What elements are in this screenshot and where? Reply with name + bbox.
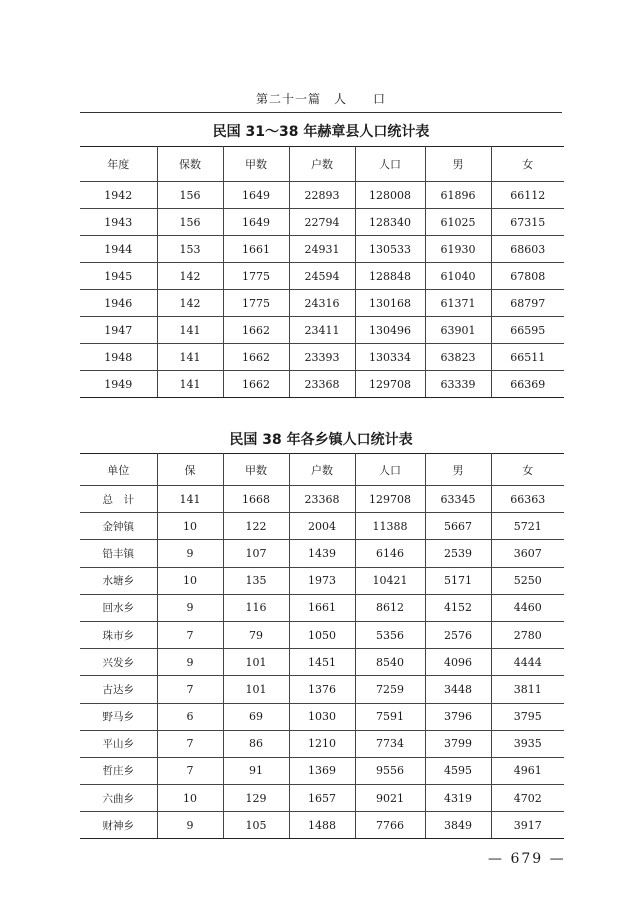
table-cell: 1946 (80, 290, 157, 317)
table-cell: 4595 (425, 757, 491, 784)
table-cell: 10421 (355, 567, 425, 594)
table-cell: 141 (157, 371, 223, 398)
table-cell: 9 (157, 649, 223, 676)
table-cell: 66112 (491, 182, 564, 209)
table-cell: 4702 (491, 785, 564, 812)
table-cell: 9556 (355, 757, 425, 784)
table-cell: 9021 (355, 785, 425, 812)
table-cell: 5356 (355, 621, 425, 648)
table-cell: 1662 (223, 317, 289, 344)
table2-title: 民国 38 年各乡镇人口统计表 (229, 432, 413, 448)
table-cell: 142 (157, 263, 223, 290)
table-cell: 4961 (491, 757, 564, 784)
table-cell: 7 (157, 621, 223, 648)
table-cell: 1210 (289, 730, 355, 757)
table-cell: 24931 (289, 236, 355, 263)
table-cell: 金钟镇 (80, 513, 157, 540)
table-cell: 平山乡 (80, 730, 157, 757)
table-cell: 156 (157, 182, 223, 209)
table-cell: 66363 (491, 486, 564, 513)
table-cell: 61371 (425, 290, 491, 317)
table-cell: 67315 (491, 209, 564, 236)
table-cell: 7 (157, 676, 223, 703)
table-cell: 86 (223, 730, 289, 757)
table-cell: 66511 (491, 344, 564, 371)
table-row (80, 757, 564, 784)
table-cell: 1657 (289, 785, 355, 812)
table-cell: 3849 (425, 812, 491, 839)
population-table-1931-1938 (80, 146, 564, 398)
table-cell: 141 (157, 486, 223, 513)
page-number: — 679 — (488, 851, 566, 867)
table-cell: 2539 (425, 540, 491, 567)
table-cell: 130533 (355, 236, 425, 263)
column-header: 年度 (80, 147, 157, 182)
table-cell: 68797 (491, 290, 564, 317)
table-cell: 铅丰镇 (80, 540, 157, 567)
table-cell: 142 (157, 290, 223, 317)
table-row (80, 513, 564, 540)
column-header: 甲数 (223, 454, 289, 486)
table-cell: 5667 (425, 513, 491, 540)
table-cell: 23368 (289, 371, 355, 398)
table-cell: 23411 (289, 317, 355, 344)
table-cell: 22794 (289, 209, 355, 236)
table-cell: 68603 (491, 236, 564, 263)
table-cell: 1050 (289, 621, 355, 648)
table-cell: 8540 (355, 649, 425, 676)
table-cell: 7259 (355, 676, 425, 703)
table-cell: 63339 (425, 371, 491, 398)
table-cell: 24316 (289, 290, 355, 317)
table-cell: 兴发乡 (80, 649, 157, 676)
table1-title: 民国 31～38 年赫章县人口统计表 (212, 124, 430, 140)
table-cell: 4096 (425, 649, 491, 676)
table-cell: 1661 (223, 236, 289, 263)
table-row (80, 344, 564, 371)
table-cell: 7734 (355, 730, 425, 757)
column-header: 户数 (289, 454, 355, 486)
table-cell: 63901 (425, 317, 491, 344)
table-cell: 128848 (355, 263, 425, 290)
table-cell: 1775 (223, 263, 289, 290)
table-cell: 66595 (491, 317, 564, 344)
table-cell: 野马乡 (80, 703, 157, 730)
table-cell: 3607 (491, 540, 564, 567)
table-cell: 2576 (425, 621, 491, 648)
table-cell: 1668 (223, 486, 289, 513)
table-row (80, 621, 564, 648)
table-cell: 130334 (355, 344, 425, 371)
table-row (80, 594, 564, 621)
page-header: 第二十一篇 人 口 (255, 92, 386, 106)
column-header: 保数 (157, 147, 223, 182)
table-cell: 哲庄乡 (80, 757, 157, 784)
table-cell: 128008 (355, 182, 425, 209)
table-row (80, 540, 564, 567)
table-cell: 128340 (355, 209, 425, 236)
table-cell: 财神乡 (80, 812, 157, 839)
table-cell: 10 (157, 513, 223, 540)
table-cell: 3795 (491, 703, 564, 730)
table-row (80, 209, 564, 236)
table-cell: 4444 (491, 649, 564, 676)
table-row (80, 703, 564, 730)
table-cell: 6146 (355, 540, 425, 567)
table-cell: 3935 (491, 730, 564, 757)
table-cell: 141 (157, 317, 223, 344)
table-cell: 1649 (223, 182, 289, 209)
table-row (80, 730, 564, 757)
table-cell: 1942 (80, 182, 157, 209)
column-header: 户数 (289, 147, 355, 182)
township-population-table-1938 (80, 453, 564, 839)
table-cell: 130496 (355, 317, 425, 344)
table-row (80, 236, 564, 263)
table-cell: 101 (223, 649, 289, 676)
table-cell: 1775 (223, 290, 289, 317)
table-cell: 22893 (289, 182, 355, 209)
table-cell: 5721 (491, 513, 564, 540)
table-cell: 1451 (289, 649, 355, 676)
table-cell: 1661 (289, 594, 355, 621)
table-cell: 1973 (289, 567, 355, 594)
table-cell: 24594 (289, 263, 355, 290)
table-cell: 5250 (491, 567, 564, 594)
table-cell: 23368 (289, 486, 355, 513)
table-cell: 91 (223, 757, 289, 784)
table-cell: 水塘乡 (80, 567, 157, 594)
table-cell: 10 (157, 567, 223, 594)
column-header: 甲数 (223, 147, 289, 182)
header-row (80, 454, 564, 486)
table-cell: 珠市乡 (80, 621, 157, 648)
table-cell: 7 (157, 730, 223, 757)
column-header: 男 (425, 147, 491, 182)
table-row (80, 676, 564, 703)
table-cell: 回水乡 (80, 594, 157, 621)
column-header: 人口 (355, 454, 425, 486)
table-cell: 5171 (425, 567, 491, 594)
table-cell: 六曲乡 (80, 785, 157, 812)
table-cell: 1947 (80, 317, 157, 344)
column-header: 单位 (80, 454, 157, 486)
table-cell: 153 (157, 236, 223, 263)
table-row (80, 567, 564, 594)
table-cell: 67808 (491, 263, 564, 290)
table-cell: 1376 (289, 676, 355, 703)
table-cell: 79 (223, 621, 289, 648)
table-cell: 7591 (355, 703, 425, 730)
table-cell: 3796 (425, 703, 491, 730)
table-cell: 129708 (355, 486, 425, 513)
column-header: 女 (491, 147, 564, 182)
table-cell: 9 (157, 540, 223, 567)
table-cell: 1030 (289, 703, 355, 730)
table-cell: 1488 (289, 812, 355, 839)
table-cell: 2004 (289, 513, 355, 540)
table-cell: 9 (157, 812, 223, 839)
table-cell: 7 (157, 757, 223, 784)
header-rule (80, 112, 562, 113)
column-header: 人口 (355, 147, 425, 182)
table-cell: 130168 (355, 290, 425, 317)
table-cell: 9 (157, 594, 223, 621)
table-cell: 1649 (223, 209, 289, 236)
table-cell: 3448 (425, 676, 491, 703)
table-row (80, 317, 564, 344)
table-cell: 141 (157, 344, 223, 371)
table-cell: 3917 (491, 812, 564, 839)
table-cell: 1949 (80, 371, 157, 398)
table-cell: 3811 (491, 676, 564, 703)
table-cell: 66369 (491, 371, 564, 398)
table-cell: 4319 (425, 785, 491, 812)
table-row (80, 263, 564, 290)
table-cell: 古达乡 (80, 676, 157, 703)
table-row (80, 290, 564, 317)
table-cell: 61040 (425, 263, 491, 290)
table-cell: 129 (223, 785, 289, 812)
table-cell: 61025 (425, 209, 491, 236)
header-row (80, 147, 564, 182)
table-cell: 总 计 (80, 486, 157, 513)
table-cell: 11388 (355, 513, 425, 540)
table-cell: 6 (157, 703, 223, 730)
table-cell: 101 (223, 676, 289, 703)
table-cell: 1369 (289, 757, 355, 784)
table-cell: 4460 (491, 594, 564, 621)
table-cell: 1439 (289, 540, 355, 567)
table-cell: 129708 (355, 371, 425, 398)
table-cell: 4152 (425, 594, 491, 621)
table-cell: 1943 (80, 209, 157, 236)
table-row (80, 785, 564, 812)
table-cell: 69 (223, 703, 289, 730)
table-row (80, 486, 564, 513)
table-cell: 2780 (491, 621, 564, 648)
table-row (80, 649, 564, 676)
column-header: 女 (491, 454, 564, 486)
table-cell: 1945 (80, 263, 157, 290)
column-header: 保 (157, 454, 223, 486)
table-cell: 116 (223, 594, 289, 621)
table-cell: 63823 (425, 344, 491, 371)
table-cell: 122 (223, 513, 289, 540)
table-cell: 1662 (223, 371, 289, 398)
table-cell: 105 (223, 812, 289, 839)
table-cell: 61930 (425, 236, 491, 263)
table-cell: 3799 (425, 730, 491, 757)
table-cell: 156 (157, 209, 223, 236)
table-row (80, 371, 564, 398)
table-cell: 1662 (223, 344, 289, 371)
column-header: 男 (425, 454, 491, 486)
table-cell: 1948 (80, 344, 157, 371)
table-cell: 23393 (289, 344, 355, 371)
table-cell: 8612 (355, 594, 425, 621)
table-row (80, 812, 564, 839)
table-cell: 61896 (425, 182, 491, 209)
table-cell: 107 (223, 540, 289, 567)
table-cell: 1944 (80, 236, 157, 263)
table-cell: 135 (223, 567, 289, 594)
table-cell: 63345 (425, 486, 491, 513)
table-cell: 10 (157, 785, 223, 812)
table-cell: 7766 (355, 812, 425, 839)
table-row (80, 182, 564, 209)
